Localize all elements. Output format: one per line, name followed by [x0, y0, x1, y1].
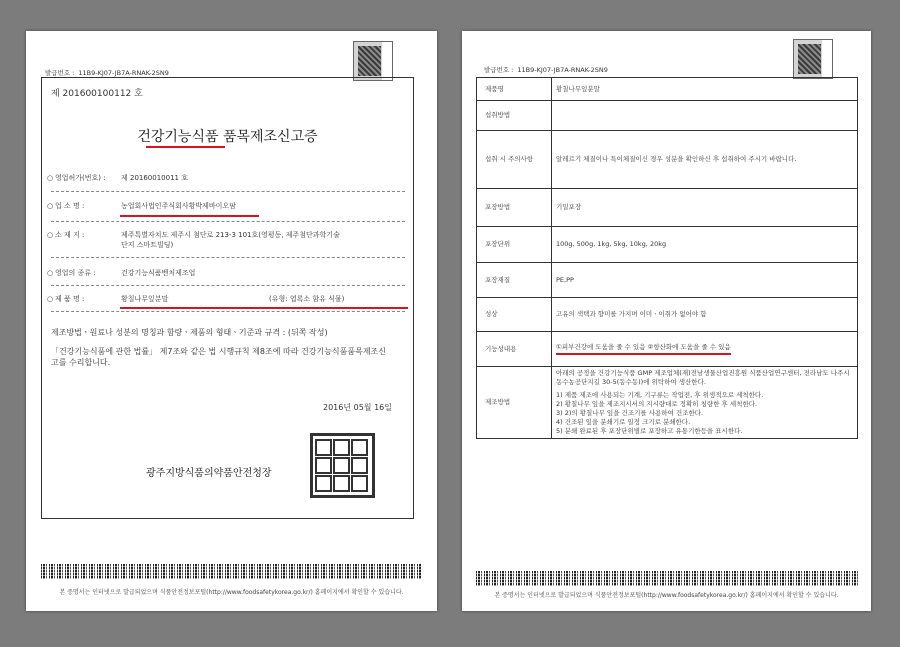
product-name-underline	[120, 307, 408, 309]
row-label: 성상	[477, 298, 552, 332]
title-underline	[146, 146, 225, 148]
table-row	[477, 131, 858, 189]
row-value	[552, 332, 858, 367]
row-value	[552, 101, 858, 131]
table-row	[477, 227, 858, 263]
issue-label: 발급번호 :	[45, 69, 75, 77]
row-label: 포장단위	[477, 227, 552, 263]
divider	[51, 311, 405, 312]
row-value: PE,PP	[552, 263, 858, 298]
business-type-value: 건강기능식품벤처제조업	[121, 269, 196, 277]
address-value: 제주특별자치도 제주시 첨단로 213-3 101호(영평동, 제주첨단과학기술단지 스마트빌딩)	[121, 231, 340, 249]
list-item: 5) 분쇄 완료된 후 포장단위별로 포장하고 유통기한등을 표시한다.	[556, 427, 743, 435]
list-item: 1) 제품 제조에 사용되는 기계, 기구류는 작업전, 후 위생적으로 세척한다.	[556, 391, 764, 399]
acceptance-statement: 「건강기능식품에 관한 법률」 제7조와 같은 법 시행규칙 제8조에 따라 건강기능식품품목제조신고를 수리합니다.	[51, 347, 386, 367]
row-label: 제품명	[477, 78, 552, 101]
footer-note: 본 증명서는 인터넷으로 발급되었으며 식품안전정보포털(http://www.foodsafetykorea.go.kr/) 홈페이지에서 확인할 수 있습니다.	[59, 589, 404, 596]
divider	[51, 221, 405, 222]
list-item: 2) 황칠나무 잎을 제조지시서의 지시량대로 정확히 칭량한 후 세척한다.	[556, 400, 758, 408]
qr-stamp-icon	[793, 39, 833, 79]
field-address: ○ 소 재 지 : 제주특별자치도 제주시 첨단로 213-3 101호(영평동, 제주첨단과학기술단지 스마트빌딩)	[47, 231, 340, 249]
table-row	[477, 189, 858, 227]
row-label: 포장재질	[477, 263, 552, 298]
row-value: 기밀포장	[552, 189, 858, 227]
row-value	[552, 367, 858, 439]
qr-stamp-icon	[353, 41, 393, 81]
business-name-value: 농업회사법인주식회사황박제바이오팜	[121, 202, 236, 210]
table-row	[477, 332, 858, 367]
issue-value: 11B9-KJ07-JB7A-RNAK-2SN9	[517, 66, 608, 74]
business-name-underline	[120, 215, 259, 217]
row-label: 섭취방법	[477, 101, 552, 131]
field-product-name: ○ 제 품 명 : 황칠나무잎분말 (유형: 엽록소 함유 식물)	[47, 295, 345, 303]
row-value: 황칠나무잎분말	[552, 78, 858, 101]
license-value: 제 20160010011 호	[121, 174, 188, 182]
field-business-type: ○ 영업의 종류 : 건강기능식품벤처제조업	[47, 268, 112, 278]
row-label: 섭취 시 주의사항	[477, 131, 552, 189]
field-license: ○ 영업허가(번호) : 제 20160010011 호	[47, 173, 112, 183]
functionality-value: ①피부건강에 도움을 줄 수 있음 ②항산화에 도움을 줄 수 있음	[556, 343, 731, 355]
list-item: 4) 건조된 잎을 분쇄기로 일정 크기로 분쇄한다.	[556, 418, 691, 426]
issue-date: 2016년 05월 16일	[323, 403, 392, 412]
table-row	[477, 263, 858, 298]
list-item: 3) 2)의 황칠나무 잎을 건조기를 사용하여 건조한다.	[556, 409, 704, 417]
official-seal-icon	[310, 433, 375, 498]
issuing-authority: 광주지방식품의약품안전청장	[146, 468, 272, 479]
field-business-name: ○ 업 소 명 : 농업회사법인주식회사황박제바이오팜	[47, 201, 112, 211]
product-spec-table	[476, 77, 858, 439]
row-label: 기능성내용	[477, 332, 552, 367]
issue-label: 발급번호 :	[484, 66, 514, 74]
product-name-value: 황칠나무잎분말	[121, 295, 169, 303]
manufacturing-note: 제조방법ㆍ원료나 성분의 명칭과 함량ㆍ제품의 형태ㆍ기준과 규격 : (뒤쪽 작성)	[51, 328, 328, 337]
divider	[51, 257, 405, 258]
issue-value: 11B9-KJ07-JB7A-RNAK-2SN9	[78, 69, 169, 77]
row-value: 100g, 500g, 1kg, 5kg, 10kg, 20kg	[552, 227, 858, 263]
issue-number	[484, 65, 612, 74]
row-label: 제조방법	[477, 367, 552, 439]
row-label: 포장방법	[477, 189, 552, 227]
security-barcode	[41, 564, 422, 579]
divider	[51, 191, 405, 192]
row-value: 고유의 색택과 향미를 가지며 이미ㆍ이취가 없어야 함	[552, 298, 858, 332]
page-title: 건강기능식품 품목제조신고증	[137, 129, 318, 145]
method-intro: 아래의 공정을 건강기능식품 GMP 제조업체(재)전남생물산업진흥원 식품산업연구센터, 전라남도 나주시 동수농공단지길 30-5(동수동))에 위탁하여 생산한다.	[556, 369, 850, 386]
table-row	[477, 367, 858, 439]
table-row	[477, 78, 858, 101]
method-steps	[556, 391, 853, 436]
footer-note: 본 증명서는 인터넷으로 발급되었으며 식품안전정보포털(http://www.foodsafetykorea.go.kr/) 홈페이지에서 확인할 수 있습니다.	[494, 592, 839, 599]
row-value: 알레르기 체질이나 특이체질이신 경우 성분을 확인하신 후 섭취하여 주시기 바랍니다.	[552, 131, 858, 189]
certificate-frame	[41, 77, 414, 519]
issue-number	[45, 68, 173, 77]
registration-number: 제 201600100112 호	[51, 89, 143, 99]
certificate-back-page	[462, 31, 871, 611]
product-type-value: (유형: 엽록소 함유 식물)	[269, 295, 345, 303]
security-barcode	[476, 571, 858, 586]
divider	[51, 285, 405, 286]
table-row	[477, 101, 858, 131]
table-row	[477, 298, 858, 332]
certificate-page	[26, 31, 437, 611]
